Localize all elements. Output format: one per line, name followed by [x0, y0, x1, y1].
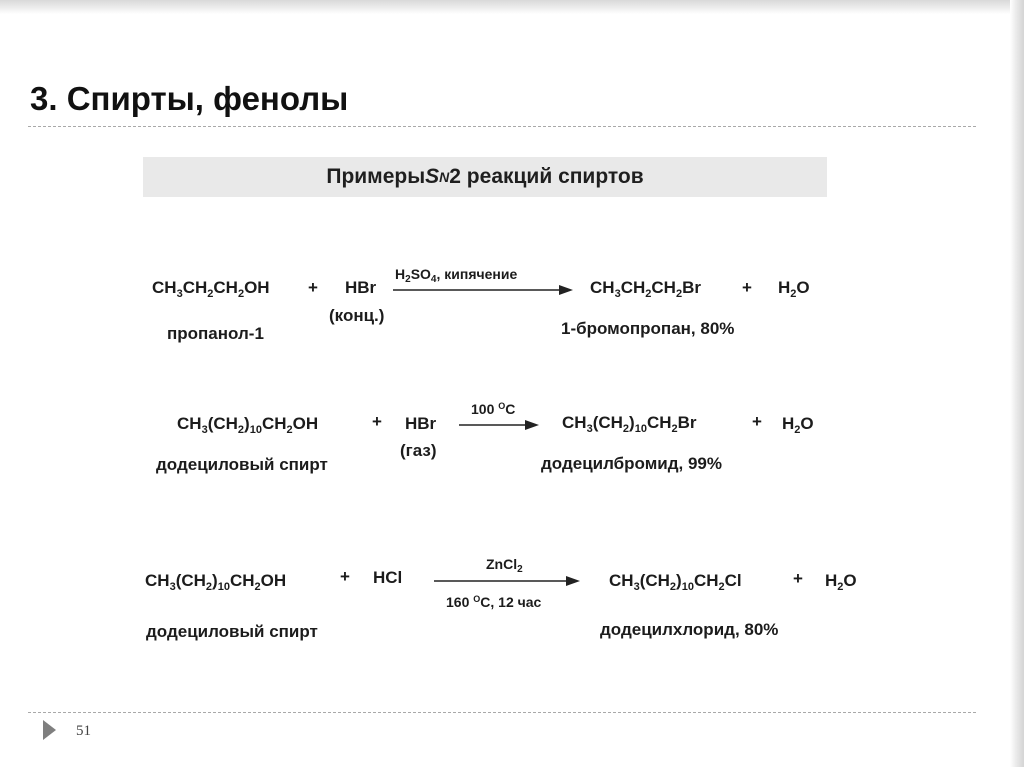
reaction3-plus-sign: + — [340, 567, 350, 586]
reaction1-plus-sign-2: + — [742, 278, 752, 297]
reaction2-product-name: додецилбромид, 99% — [541, 454, 723, 473]
slide-nav-arrow-icon[interactable] — [43, 720, 56, 740]
slide-frame-right — [1010, 0, 1024, 767]
slide-frame-top — [0, 0, 1024, 14]
footer-divider — [28, 712, 976, 713]
reaction1-product-name: 1-бромопропан, 80% — [561, 319, 735, 338]
reaction1-condition: $H_2SO_4$, кипячение — [395, 266, 518, 285]
reaction3-reactant-formula: $CH_3(CH_2)_{10}CH_2OH$ — [145, 571, 287, 593]
reaction1-reactant-formula: $CH_3CH_2CH_2OH$ — [152, 278, 270, 300]
section-banner — [143, 157, 827, 197]
reaction1-product-formula: $CH_3CH_2CH_2Br$ — [590, 278, 701, 300]
reaction2-reactant-formula: $CH_3(CH_2)_{10}CH_2OH$ — [177, 414, 319, 436]
slide-title: 3. Спирты, фенолы — [30, 80, 349, 117]
reaction1-arrow — [393, 284, 573, 296]
reaction3-product-name: додецилхлорид, 80% — [600, 620, 779, 639]
reaction2-arrow — [459, 419, 539, 431]
banner-text-after: 2 реакций спиртов — [449, 165, 644, 188]
page-number: 51 — [76, 723, 91, 739]
reaction1-reactant-name: пропанол-1 — [167, 324, 264, 343]
reaction3-plus-sign-2: + — [793, 569, 803, 588]
reaction2-plus-sign: + — [372, 412, 382, 431]
reaction1-reagent: HBr — [345, 278, 377, 297]
reaction1-plus-sign: + — [308, 278, 318, 297]
banner-text-before: Примеры — [326, 165, 426, 188]
reaction1-reagent-note: (конц.) — [329, 306, 385, 325]
reaction2-reagent-note: (газ) — [400, 441, 437, 460]
reaction3-reactant-name: додециловый спирт — [146, 622, 318, 641]
reaction3-water: $H_2O$ — [825, 571, 857, 593]
reaction2-water: $H_2O$ — [782, 414, 814, 436]
reaction2-reactant-name: додециловый спирт — [156, 455, 328, 474]
reaction2-reagent: HBr — [405, 414, 437, 433]
title-divider — [28, 126, 976, 127]
reaction1-water: $H_2O$ — [778, 278, 810, 300]
banner-s-letter: S — [425, 165, 440, 188]
reaction3-reagent: HCl — [373, 568, 403, 587]
reaction3-product-formula: $CH_3(CH_2)_{10}CH_2Cl$ — [609, 571, 742, 593]
reaction3-catalyst: ZnCl$_2$ — [486, 556, 523, 575]
reaction2-product-formula: $CH_3(CH_2)_{10}CH_2Br$ — [562, 413, 697, 435]
reaction2-condition: 100 $^O$C — [471, 401, 516, 417]
reaction3-arrow — [434, 575, 580, 587]
banner-s-subscript: N — [439, 169, 450, 185]
reaction3-condition: 160 $^O$C, 12 час — [446, 594, 542, 610]
reaction2-plus-sign-2: + — [752, 412, 762, 431]
